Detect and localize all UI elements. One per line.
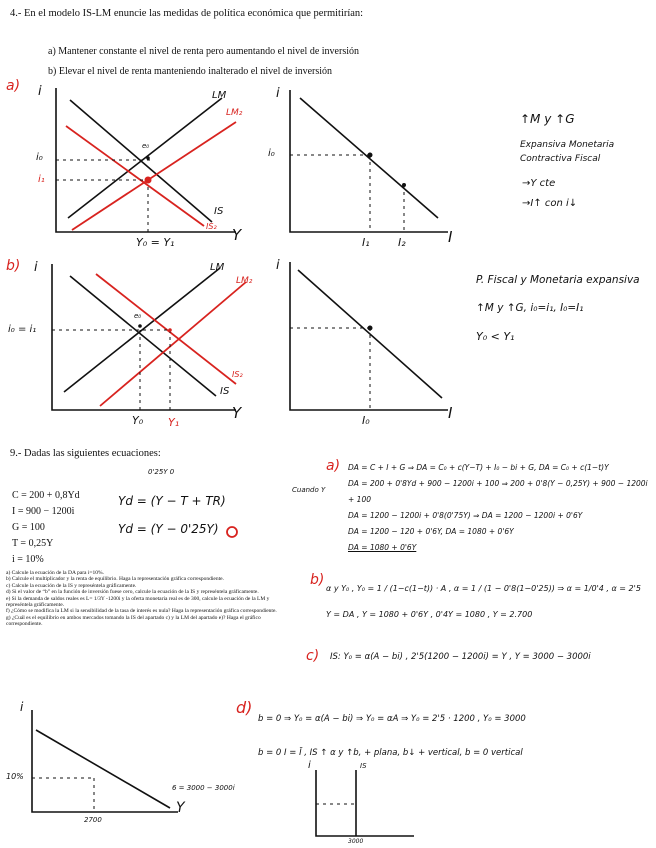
graph-a-right-yaxis: i (276, 86, 280, 101)
question-4b: b) Elevar el nivel de renta manteniendo inalterado el nivel de inversión (48, 66, 333, 77)
solution-d-line-1: b = 0 ⇒ Y₀ = α(A − bi) ⇒ Y₀ = αA ⇒ Y₀ = 2'5 · 1200 , Y₀ = 3000 (258, 714, 526, 724)
question-9-title: 9.- Dadas las siguientes ecuaciones: (10, 448, 161, 459)
solution-a-line-2: DA = 200 + 0'8Yd + 900 − 1200i + 100 ⇒ 200 + 0'8(Y − 0,25Y) + 900 − 1200i + 100 (348, 479, 648, 504)
graph-a-e0-label: e₀ (142, 142, 150, 150)
question-f: f) ¿Cómo se modifica la LM si la sensibilidad de la tasa de interés es nula? Haga la representación gráfica correspondiente. (6, 608, 277, 615)
part-a-marker: a) (6, 78, 21, 94)
solution-c-line: IS: Y₀ = α(A − bi) , 2'5(1200 − 1200i) = Y , Y = 3000 − 3000i (330, 652, 591, 662)
solution-a-label: a) (326, 458, 341, 474)
graph-b-right-yaxis: i (276, 258, 280, 273)
graph-a-y-label: Y₀ = Y₁ (136, 236, 175, 249)
solution-b-line-1: α y Y₀ , Y₀ = 1 / (1−c(1−t)) · A , α = 1 / (1 − 0'8(1−0'25)) ⇒ α = 1/0'4 , α = 2'5 (326, 584, 641, 593)
graph-b-right-x1: I₀ (362, 414, 370, 427)
question-4a: a) Mantener constante el nivel de renta pero aumentando el nivel de inversión (48, 46, 359, 57)
equation-i: I = 900 − 1200i (12, 506, 75, 517)
question-4-title: 4.- En el modelo IS-LM enuncie las medidas de política económica que permitirían: (10, 8, 364, 19)
solution-b-line-2: Y = DA , Y = 1080 + 0'6Y , 0'4Y = 1080 , Y = 2.700 (326, 610, 533, 619)
small-graph-ytick: 10% (6, 772, 24, 781)
solution-d-line-2: b = 0 I = Ī , IS ↑ α y ↑b, + plana, b↓ + vertical, b = 0 vertical (258, 748, 523, 758)
graph-a-is-label: IS (214, 206, 224, 217)
solution-b-label: b) (310, 572, 325, 588)
small-graph-xtick: 2700 (84, 816, 102, 824)
graph-a-xaxis: Y (232, 226, 242, 244)
graph-a-i0-label: i₀ (36, 152, 43, 163)
solution-a-line-3: DA = 1200 − 1200i + 0'8(0'75Y) ⇒ DA = 1200 − 1200i + 0'6Y (348, 511, 583, 520)
question-c: c) Calcule la ecuación de la IS y represéntela gráficamente. (6, 582, 137, 589)
graph-a-lm-label: LM (212, 90, 227, 101)
solution-a-line-1: DA = C + I + G ⇒ DA = C₀ + c(Y−T) + I₀ − bi + G, DA = C₀ + c(1−t)Y (348, 463, 609, 472)
graph-b-lm-label: LM (210, 262, 225, 273)
graph-b-yaxis: i (34, 260, 38, 275)
question-e: e) Si la demanda de saldos reales es L= 1/3Y -1200i y la oferta monetaria real es de 300, calcule la ecuación de la LM y represéntela gráficamente. (6, 595, 270, 609)
small-graph-right-is: IS (360, 762, 367, 770)
cuando-note: Cuando Y (292, 486, 326, 494)
note-b-2: Y₀ < Y₁ (476, 330, 515, 343)
equation-g: G = 100 (12, 522, 45, 533)
part-b-marker: b) (6, 258, 21, 274)
note-a-2: Contractiva Fiscal (520, 154, 601, 164)
question-b: b) Calcule el multiplicador y la renta de equilibrio. Haga la representación gráfica correspondiente. (6, 576, 224, 583)
yd-equation-2: Yd = (Y − 0'25Y) (118, 522, 219, 536)
small-graph-yaxis: i (20, 700, 24, 714)
solution-a-final: DA = 1080 + 0'6Y (348, 543, 417, 552)
graph-b-right-xaxis: I (448, 404, 453, 422)
small-graph-right-yaxis: i (308, 760, 311, 771)
graph-b-y0-label: Y₀ (132, 414, 144, 427)
small-graph-curve-label: 6 = 3000 − 3000i (172, 784, 235, 792)
graph-b-e0-label: e₀ (134, 312, 142, 320)
graph-b-is2-label: IS₂ (232, 370, 243, 379)
solution-a-line-4: DA = 1200 − 120 + 0'6Y, DA = 1080 + 0'6Y (348, 527, 514, 536)
graph-b-lm2-label: LM₂ (236, 276, 253, 286)
question-g: g) ¿Cuál es el equilibrio en ambos mercados tomando la IS del apartado c) y la LM del apartado e)? Haga el gráfico correspondiente. (6, 614, 261, 628)
equation-c: C = 200 + 0,8Yd (12, 490, 80, 501)
graph-a-is2-label: IS₂ (206, 222, 217, 231)
note-a-1: Expansiva Monetaria (520, 140, 615, 150)
graph-a-right-x1: I₁ (362, 236, 370, 249)
question-d: d) Si el valor de “b” en la función de inversión fuese cero, calcule la ecuación de la IS y represéntela gráficamente. (6, 589, 259, 596)
equation-rate: i = 10% (12, 554, 44, 565)
note-a-3: →Y cte (522, 178, 556, 189)
yd-equation-1: Yd = (Y − T + TR) (118, 494, 226, 508)
note-a-4: →I↑ con i↓ (522, 198, 578, 209)
small-graph-right-xtick: 3000 (348, 838, 364, 845)
solution-c-label: c) (306, 648, 320, 664)
graph-b-xaxis: Y (232, 404, 242, 422)
graph-b-i-label: i₀ = i₁ (8, 324, 37, 335)
graph-a-i1-label: i₁ (38, 174, 45, 185)
graph-b-is-label: IS (220, 386, 230, 397)
solution-d-label: d) (236, 698, 253, 717)
equation-t: T = 0,25Y (12, 538, 54, 549)
graph-a-right-x2: I₂ (398, 236, 406, 249)
question-a: a) Calcule la ecuación de la DA para i=10%. (6, 570, 104, 576)
graph-a-yaxis: i (38, 84, 42, 99)
graph-b-y1-label: Y₁ (168, 416, 180, 429)
graph-a-right-xaxis: I (448, 228, 453, 246)
small-graph-xaxis: Y (176, 800, 185, 816)
note-a-0: ↑M y ↑G (520, 112, 575, 126)
note-b-0: P. Fiscal y Monetaria expansiva (476, 274, 640, 286)
note-b-1: ↑M y ↑G, i₀=i₁, I₀=I₁ (476, 302, 584, 314)
yd-top-note: 0'25Y 0 (148, 468, 175, 476)
graph-a-right-i0: i₀ (268, 148, 275, 159)
graph-a-lm2-label: LM₂ (226, 108, 243, 118)
